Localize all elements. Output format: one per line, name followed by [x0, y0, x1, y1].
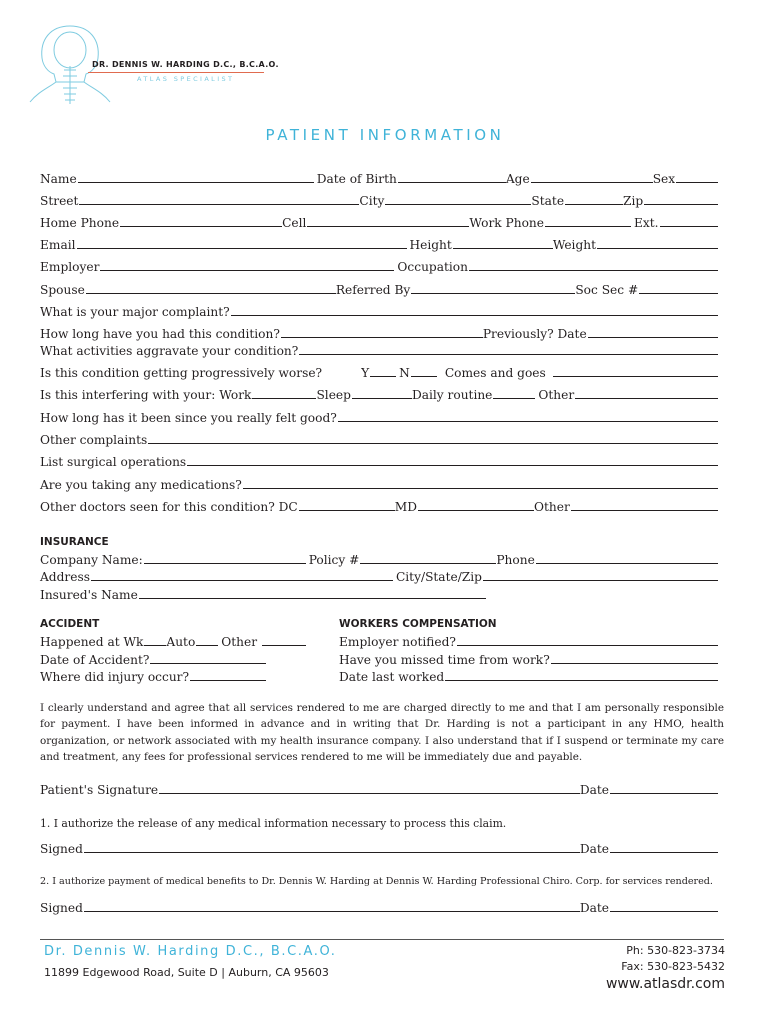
row-company	[40, 551, 718, 567]
insurance-phone-label: Phone	[496, 553, 535, 567]
other-doctors-label: Other doctors seen for this condition? DC	[40, 500, 298, 514]
policy-label: Policy #	[308, 553, 360, 567]
yes-field[interactable]	[370, 376, 396, 377]
felt-good-label: How long has it been since you really felt good?	[40, 411, 337, 425]
previously-field[interactable]	[588, 337, 718, 338]
other-complaints-label: Other complaints	[40, 433, 148, 447]
cell-field[interactable]	[307, 226, 469, 227]
height-field[interactable]	[453, 248, 553, 249]
row-notified	[339, 633, 718, 649]
medications-field[interactable]	[243, 488, 718, 489]
auto-field[interactable]	[196, 645, 218, 646]
aggravate-field[interactable]	[299, 354, 718, 355]
weight-field[interactable]	[597, 248, 718, 249]
row-missed	[339, 651, 718, 667]
sleep-field[interactable]	[352, 398, 412, 399]
age-label: Age	[505, 172, 530, 186]
row-insured	[40, 586, 486, 602]
notified-field[interactable]	[457, 645, 718, 646]
other-label: Other	[538, 388, 575, 402]
ext-field[interactable]	[660, 226, 718, 227]
md-field[interactable]	[418, 510, 534, 511]
other-field[interactable]	[575, 398, 718, 399]
row-interfering	[40, 386, 718, 402]
signed-1-field[interactable]	[84, 852, 580, 853]
dob-label: Date of Birth	[316, 172, 397, 186]
happened-label: Happened at Wk	[40, 635, 144, 649]
how-long-field[interactable]	[281, 337, 483, 338]
medications-label: Are you taking any medications?	[40, 478, 242, 492]
work-phone-field[interactable]	[545, 226, 631, 227]
insurance-heading: INSURANCE	[40, 536, 109, 548]
age-field[interactable]	[531, 182, 653, 183]
company-field[interactable]	[144, 563, 306, 564]
practice-name: DR. DENNIS W. HARDING D.C., B.C.A.O.	[92, 60, 279, 69]
footer-phone: Ph: 530-823-3734	[626, 944, 725, 957]
happened-wk-field[interactable]	[144, 645, 166, 646]
row-signed-2	[40, 899, 718, 915]
employer-label: Employer	[40, 260, 100, 274]
address-label: Address	[40, 570, 90, 584]
row-spouse	[40, 281, 718, 297]
zip-label: Zip	[623, 194, 644, 208]
complaint-label: What is your major complaint?	[40, 305, 230, 319]
other-complaints-field[interactable]	[148, 443, 718, 444]
row-complaint	[40, 303, 718, 319]
last-worked-field[interactable]	[445, 680, 718, 681]
signed-1-date-field[interactable]	[610, 852, 718, 853]
other-doctor-field[interactable]	[571, 510, 718, 511]
street-field[interactable]	[79, 204, 359, 205]
interfering-work-label: Is this interfering with your: Work	[40, 388, 252, 402]
release-statement: 1. I authorize the release of any medical information necessary to process this claim.	[40, 817, 507, 830]
occupation-field[interactable]	[469, 270, 718, 271]
spouse-label: Spouse	[40, 283, 85, 297]
how-long-label: How long have you had this condition?	[40, 327, 280, 341]
signed-2-date-field[interactable]	[610, 911, 718, 912]
email-field[interactable]	[77, 248, 407, 249]
height-label: Height	[409, 238, 452, 252]
comes-goes-label: Comes and goes	[444, 366, 546, 380]
soc-sec-label: Soc Sec #	[575, 283, 639, 297]
row-medications	[40, 476, 718, 492]
soc-sec-field[interactable]	[639, 293, 718, 294]
work-field[interactable]	[252, 398, 316, 399]
notified-label: Employer notified?	[339, 635, 456, 649]
workers-heading: WORKERS COMPENSATION	[339, 618, 497, 630]
weight-label: Weight	[552, 238, 597, 252]
header-rule	[88, 72, 264, 73]
aggravate-label: What activities aggravate your condition?	[40, 344, 299, 358]
footer-website-link[interactable]: www.atlasdr.com	[605, 976, 725, 992]
referred-by-label: Referred By	[335, 283, 411, 297]
accident-date-label: Date of Accident?	[40, 653, 150, 667]
name-label: Name	[40, 172, 77, 186]
missed-label: Have you missed time from work?	[339, 653, 550, 667]
surgical-field[interactable]	[187, 465, 718, 466]
accident-heading: ACCIDENT	[40, 618, 100, 630]
sleep-label: Sleep	[316, 388, 351, 402]
signed-1-date-label: Date	[579, 842, 609, 856]
row-signed-1	[40, 840, 718, 856]
comes-goes-field[interactable]	[553, 376, 718, 377]
ext-label: Ext.	[633, 216, 659, 230]
city-state-zip-field[interactable]	[483, 580, 718, 581]
missed-field[interactable]	[551, 663, 718, 664]
sex-field[interactable]	[676, 182, 718, 183]
state-label: State	[531, 194, 565, 208]
row-employer	[40, 258, 718, 274]
footer-rule	[40, 939, 724, 940]
progressive-label: Is this condition getting progressively worse?	[40, 366, 323, 380]
signed-2-field[interactable]	[84, 911, 580, 912]
no-label: N	[399, 366, 410, 380]
row-other-doctors	[40, 498, 718, 514]
felt-good-field[interactable]	[338, 421, 718, 422]
other-doctor-label: Other	[534, 500, 570, 514]
row-last-worked	[339, 668, 718, 684]
row-aggravate	[40, 342, 718, 358]
previously-label: Previously? Date	[482, 327, 587, 341]
row-email	[40, 236, 718, 252]
cell-label: Cell	[282, 216, 307, 230]
street-label: Street	[40, 194, 79, 208]
daily-field[interactable]	[493, 398, 535, 399]
row-where	[40, 668, 266, 684]
row-surgical	[40, 453, 718, 469]
city-field[interactable]	[385, 204, 531, 205]
city-state-zip-label: City/State/Zip	[395, 570, 482, 584]
accident-date-field[interactable]	[150, 663, 266, 664]
row-address	[40, 568, 718, 584]
payment-statement: 2. I authorize payment of medical benefits to Dr. Dennis W. Harding at Dennis W. Harding Professional Chiro. Corp. for services rendered.	[40, 876, 713, 887]
patient-signature-label: Patient's Signature	[40, 783, 159, 797]
row-patient-signature	[40, 781, 718, 797]
home-phone-field[interactable]	[120, 226, 282, 227]
insured-label: Insured's Name	[40, 588, 138, 602]
row-how-long	[40, 325, 718, 341]
footer-fax: Fax: 530-823-5432	[621, 960, 725, 973]
policy-field[interactable]	[360, 563, 496, 564]
row-name	[40, 170, 718, 186]
signed-1-label: Signed	[40, 842, 83, 856]
email-label: Email	[40, 238, 76, 252]
where-label: Where did injury occur?	[40, 670, 190, 684]
agreement-paragraph: I clearly understand and agree that all services rendered to me are charged directly to me and that I am personally responsible for payment. I have been informed in advance and in writing that Dr. Harding is not a participant in any HMO, health organization, or network associated with my health insurance company. I also understand that if I suspend or terminate my care and treatment, any fees for professional services rendered to me will be immediately due and payable.	[40, 702, 724, 764]
where-field[interactable]	[190, 680, 266, 681]
complaint-field[interactable]	[231, 315, 718, 316]
practice-specialty: ATLAS SPECIALIST	[137, 75, 235, 83]
form-title: PATIENT INFORMATION	[265, 126, 505, 144]
no-field[interactable]	[411, 376, 437, 377]
insurance-phone-field[interactable]	[536, 563, 718, 564]
row-other-complaints	[40, 431, 718, 447]
md-label: MD	[394, 500, 417, 514]
accident-other-label: Other	[221, 635, 258, 649]
work-phone-label: Work Phone	[469, 216, 544, 230]
patient-date-label: Date	[579, 783, 609, 797]
row-street	[40, 192, 718, 208]
company-label: Company Name:	[40, 553, 143, 567]
insured-field[interactable]	[139, 598, 486, 599]
home-phone-label: Home Phone	[40, 216, 120, 230]
last-worked-label: Date last worked	[339, 670, 445, 684]
accident-other-field[interactable]	[262, 645, 306, 646]
row-felt-good	[40, 409, 718, 425]
spouse-field[interactable]	[86, 293, 336, 294]
surgical-label: List surgical operations	[40, 455, 187, 469]
address-field[interactable]	[91, 580, 393, 581]
auto-label: Auto	[166, 635, 196, 649]
city-label: City	[359, 194, 385, 208]
daily-label: Daily routine	[411, 388, 493, 402]
name-field[interactable]	[78, 182, 314, 183]
row-progressive	[40, 364, 718, 380]
row-phone	[40, 214, 718, 230]
footer-address: 11899 Edgewood Road, Suite D | Auburn, CA 95603	[44, 966, 329, 979]
signed-2-date-label: Date	[579, 901, 609, 915]
row-happened	[40, 633, 306, 649]
employer-field[interactable]	[100, 270, 394, 271]
zip-field[interactable]	[644, 204, 718, 205]
referred-by-field[interactable]	[411, 293, 575, 294]
dc-field[interactable]	[299, 510, 395, 511]
state-field[interactable]	[565, 204, 623, 205]
yes-label: Y	[361, 366, 370, 380]
patient-date-field[interactable]	[610, 793, 718, 794]
dob-field[interactable]	[398, 182, 506, 183]
row-accident-date	[40, 651, 266, 667]
signed-2-label: Signed	[40, 901, 83, 915]
patient-signature-field[interactable]	[159, 793, 580, 794]
footer-practice-name: Dr. Dennis W. Harding D.C., B.C.A.O.	[44, 944, 337, 959]
occupation-label: Occupation	[397, 260, 468, 274]
sex-label: Sex	[652, 172, 676, 186]
